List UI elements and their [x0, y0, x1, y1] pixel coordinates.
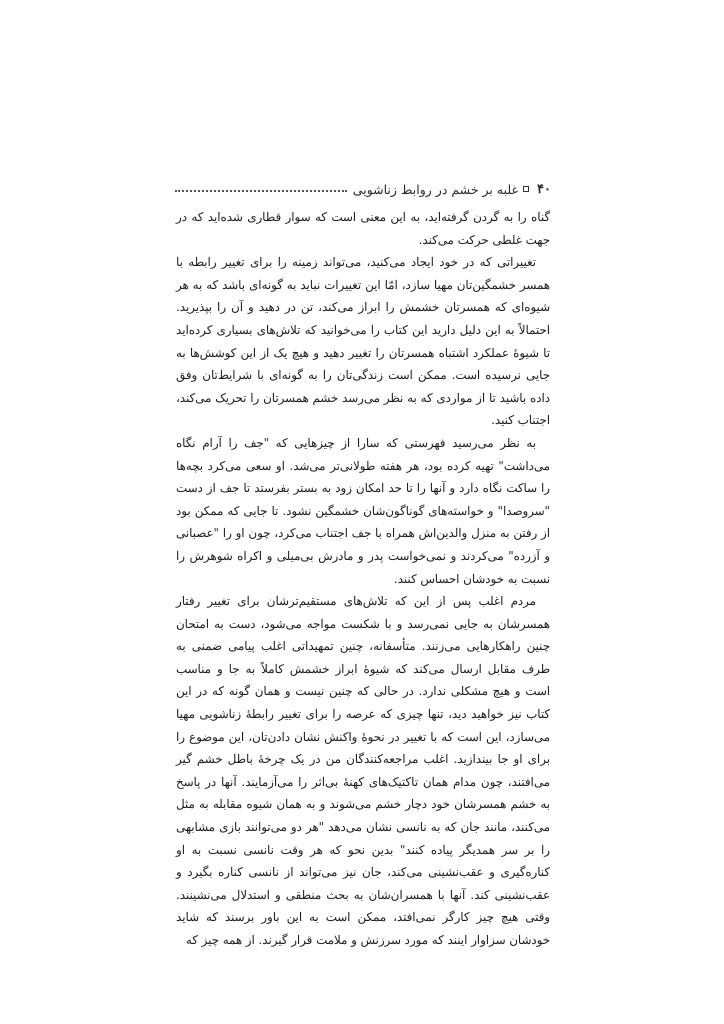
- paragraph: تغییراتی که در خود ایجاد می‌کنید، می‌تواند زمینه را برای تغییر رابطه با همسر خشمگین‌تان مهیا سازد، امّا این تغییرات نباید به گونه‌ای باشد که به هر شیوه‌ای که همسرتان خشمش را ابراز می‌کند، تن در دهید و آن را بپذیرید. احتمالاً به این دلیل دارید این کتاب را می‌خوانید که تلاش‌های بسیاری کرده‌اید تا شیوهٔ عملکرد اشتباه همسرتان را تغییر دهید و هیچ یک از این کوشش‌ها به جایی نرسیده است. ممکن است زندگی‌تان را به گونه‌ای با شرایط‌تان وفق داده باشید تا از مواردی که به نظر می‌رسد خشم همسرتان را تحریک می‌کند، اجتناب کنید.: [176, 255, 550, 428]
- running-header: [175, 178, 551, 200]
- square-bullet-icon: [523, 186, 529, 192]
- paragraph: به نظر می‌رسید فهرستی که سارا از چیزهایی که "جف را آرام نگاه می‌داشت" تهیه کرده بود، هر هفته طولانی‌تر می‌شد. او سعی می‌کرد بچه‌ها را ساکت نگاه دارد و آنها را تا حد امکان زود به بستر بفرستد تا جف از دست "سروصدا" و خواسته‌های گوناگون‌شان خشمگین نشود. تا جایی که ممکن بود از رفتن به منزل والدین‌اش همراه با جف اجتناب می‌کرد، چون او را "عصبانی و آزرده" می‌کردند و نمی‌خواست پدر و مادرش بی‌میلی و اکراه شوهرش را نسبت به خودشان احساس کنند.: [176, 435, 550, 586]
- dotted-leader: [175, 190, 347, 192]
- body-text: [176, 206, 550, 952]
- paragraph: مردم اغلب پس از این که تلاش‌های مستقیم‌ترشان برای تغییر رفتار همسرشان به جایی نمی‌رسد و با شکست مواجه می‌شود، دست به امتحان چنین راهکارهایی می‌زنند. متأسفانه، چنین تمهیداتی اغلب پیامی ضمنی به طرف مقابل ارسال می‌کند که شیوهٔ ابراز خشمش کاملاً به جا و مناسب است و هیچ مشکلی ندارد. در حالی که چنین نیست و همان گونه که در این کتاب نیز خواهید دید، تنها چیزی که عرصه را برای تغییر رابطهٔ زناشویی مهیا می‌سازد، این است که با تغییر در نحوهٔ واکنش نشان دادن‌تان، این موضوع را برای او جا بیندازید. اغلب مراجعه‌کنندگان من در یک چرخهٔ باطل خشم گیر می‌افتند، چون مدام همان تاکتیک‌های کهنهٔ بی‌اثر را می‌آزمایند. آنها در پاسخ به خشم همسرشان خود دچار خشم می‌شوند و به همان شیوه مقابله به مثل می‌کنند، مانند جان که به نانسی نشان می‌دهد "هر دو می‌توانند بازی مشابهی را بر سر همدیگر پیاده کنند" بدین نحو که هر وقت نانسی نسبت به او کناره‌گیری و عقب‌نشینی می‌کند، جان نیز می‌تواند از نانسی کناره بگیرد و عقب‌نشینی کند. آنها با همسران‌شان به بحث منطقی و استدلال می‌نشینند. وقتی هیچ چیز کارگر نمی‌افتد، ممکن است به این باور برسند که شاید خودشان سزاوار اینند که مورد سرزنش و ملامت قرار گیرند. از همه چیز که: [176, 594, 550, 947]
- running-title: غلبه بر خشم در روابط زناشویی: [352, 181, 519, 197]
- page-number: ۴۰: [537, 181, 551, 197]
- paragraph: گناه را به گردن گرفته‌اید، به این معنی است که سوار قطاری شده‌اید که در جهت غلطی حرکت می‌کند.: [176, 210, 550, 247]
